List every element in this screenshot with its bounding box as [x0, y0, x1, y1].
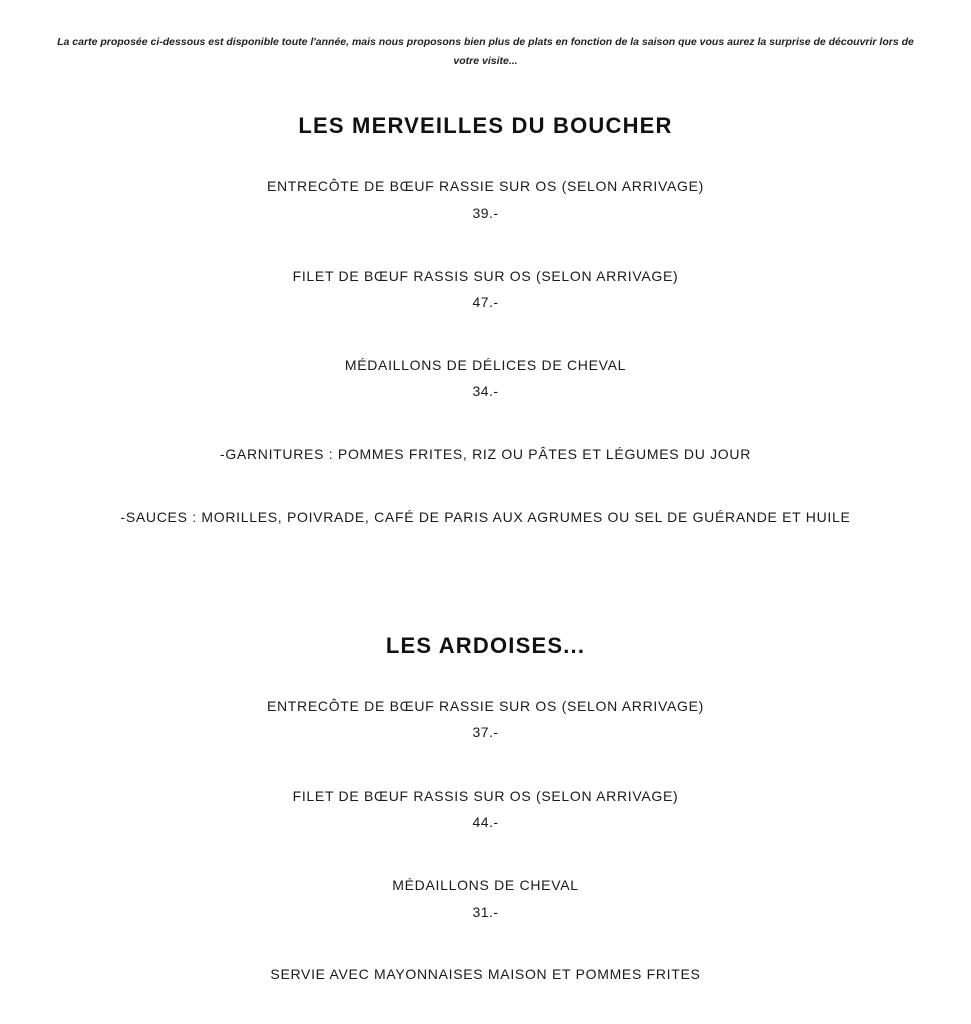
- menu-item-price: 44.-: [472, 814, 499, 830]
- intro-text: La carte proposée ci-dessous est disponible toute l'année, mais nous proposons bien plus de plats en fonction de la saison que vous aurez la surprise de découvrir lors de votre visite...: [57, 36, 914, 67]
- section-title-boucher: LES MERVEILLES DU BOUCHER: [298, 113, 673, 138]
- menu-item-price: 34.-: [472, 383, 499, 399]
- served-with-note: SERVIE AVEC MAYONNAISES MAISON ET POMMES FRITES: [270, 966, 701, 982]
- menu-item-name: ENTRECÔTE DE BŒUF RASSIE SUR OS (SELON ARRIVAGE): [266, 178, 705, 194]
- menu-item-price: 37.-: [472, 724, 499, 740]
- menu-item-name: MÉDAILLONS DE CHEVAL: [392, 877, 579, 893]
- menu-item-price: 47.-: [472, 294, 499, 310]
- garnitures-note: -GARNITURES : POMMES FRITES, RIZ OU PÂTES ET LÉGUMES DU JOUR: [219, 446, 751, 462]
- menu-item-name: MÉDAILLONS DE DÉLICES DE CHEVAL: [344, 357, 627, 373]
- menu-item-price: 39.-: [472, 205, 499, 221]
- menu-item-price: 31.-: [472, 904, 499, 920]
- menu-item-name: ENTRECÔTE DE BŒUF RASSIE SUR OS (SELON ARRIVAGE): [266, 698, 705, 714]
- menu-item-name: FILET DE BŒUF RASSIS SUR OS (SELON ARRIVAGE): [292, 268, 679, 284]
- sauces-note: -SAUCES : MORILLES, POIVRADE, CAFÉ DE PARIS AUX AGRUMES OU SEL DE GUÉRANDE ET HUILE: [120, 509, 851, 525]
- menu-item-name: FILET DE BŒUF RASSIS SUR OS (SELON ARRIVAGE): [292, 788, 679, 804]
- section-title-ardoises: LES ARDOISES...: [385, 633, 586, 658]
